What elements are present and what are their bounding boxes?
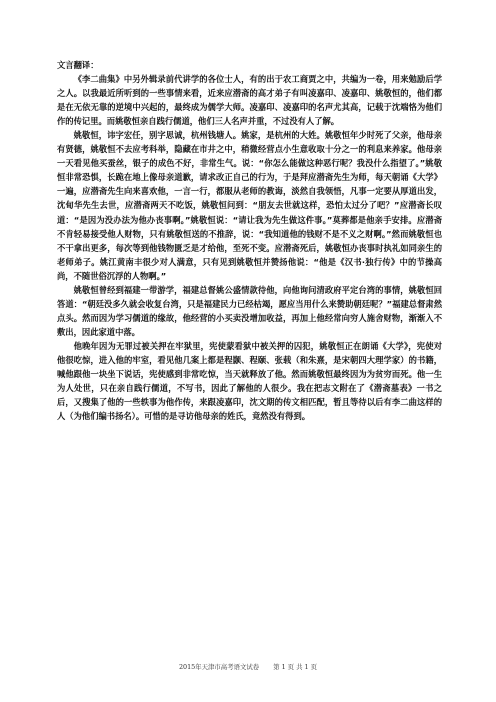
paragraph-later-years: 他晚年因为无罪过被关押在牢狱里，宪使蒙看狱中被关押的囚犯，姚敬恒正在朗诵《大学》，宪使对他很吃惊，进入他的牢室，看见他几案上都是程颢、程颐、张载（和朱熹，是宋朝四大理学家）的书籍，喊他跟他一块坐下说话，宪使感到非常吃惊，当天就释放了他。然而姚敬恒最终因为为贫穷而死。他一生为人处世，只在亲自践行儒道，不写书，因此了解他的人很少。我在把志文附在了《潜斋墓表》一书之后，又搜集了他的一些轶事为他作传，来跟凌嘉印，沈文期的传文相匹配，暂且等待以后有李二曲这样的人（为他们编书扬名）。可惜的是寻访他母亲的姓氏，竟然没有得到。 (57, 340, 442, 422)
paragraph-biography: 姚敬恒，讳字宏任，别字思诚，杭州钱塘人。姚家，是杭州的大姓。姚敬恒年少时死了父亲，他母亲有贤德，姚敬恒不去应考科举，隐藏在市井之中，稍微经营点小生意收取十分之一的利息来养家。他母亲一天看见他买蚕丝，银子的成色不好，非常生气。说：“你怎么能做这种恶行呢？我没什么指望了。”姚敬恒非常恐惧，长跪在地上像母亲道歉，请求改正自己的行为，于是拜应潜斋先生为师，每天朝诵《大学》一遍，应潜斋先生向来喜欢他，一言一行，都服从老师的教诲，淡然自我领悟，凡事一定要从厚道出发，沈甸华先生去世，应潜斋两天不吃饭，姚敬恒问到：“朋友去世就这样，恐怕太过分了吧？”应潜斋长叹道：“是因为没办法为他办丧事啊。”姚敬恒说：“请让我为先生做这件事。”莫葬都是他亲手安排。应潜斋不肯轻易接受他人财物，只有姚敬恒送的不推辞，说：“我知道他的钱财不是不义之财啊。”然而姚敬恒也不干拿出更多，每次等到他钱物匮乏是才给他，至死不变。应潜斋死后，姚敬恒办丧事时执礼如同亲生的老师弟子。姚江黄南丰很少对人满意，只有见到姚敬恒并赞扬他说：“他是《汉书·独行传》中的节操高尚，不随世俗沉浮的人物啊。” (57, 130, 442, 281)
footer-page-number: 第 1 页 共 1 页 (273, 663, 318, 671)
paragraph-intro: 《李二曲集》中另外辑录前代讲学的各位士人，有的出于农工商贾之中，共编为一卷，用来勉励后学之人。以我最近所听到的一些事情来看，近来应潜斋的高才弟子有叫凌嘉印、凌嘉印、姚敬恒的，他们都是在无依无靠的逆境中兴起的，最终成为儒学大师。凌嘉印、凌嘉印的名声尤其高，记载于沈端恪为他们作的传记里。而姚敬恒亲自践行儒道，他们三人名声并重，不过没有人了解。 (57, 74, 442, 127)
footer-title: 2015年天津市高考语文试卷 (178, 663, 260, 671)
document-body (57, 58, 442, 423)
section-heading: 文言翻译： (57, 60, 99, 70)
paragraph-fujian: 姚敬恒曾经到福建一带游学，福建总督姚公盛情款待他，向他询问清政府平定台湾的事情，姚敬恒回答道：“朝廷没多久就会收复台湾，只是福建民力已经枯竭，愿应当用什么来赞助朝廷呢？”福建总督肃然点头。然而因为学习儒道的缘故，他经营的小买卖没增加收益，再加上他经常向穷人施舍财物，渐渐入不敷出，因此家道中落。 (57, 284, 442, 337)
page-footer (0, 662, 496, 671)
